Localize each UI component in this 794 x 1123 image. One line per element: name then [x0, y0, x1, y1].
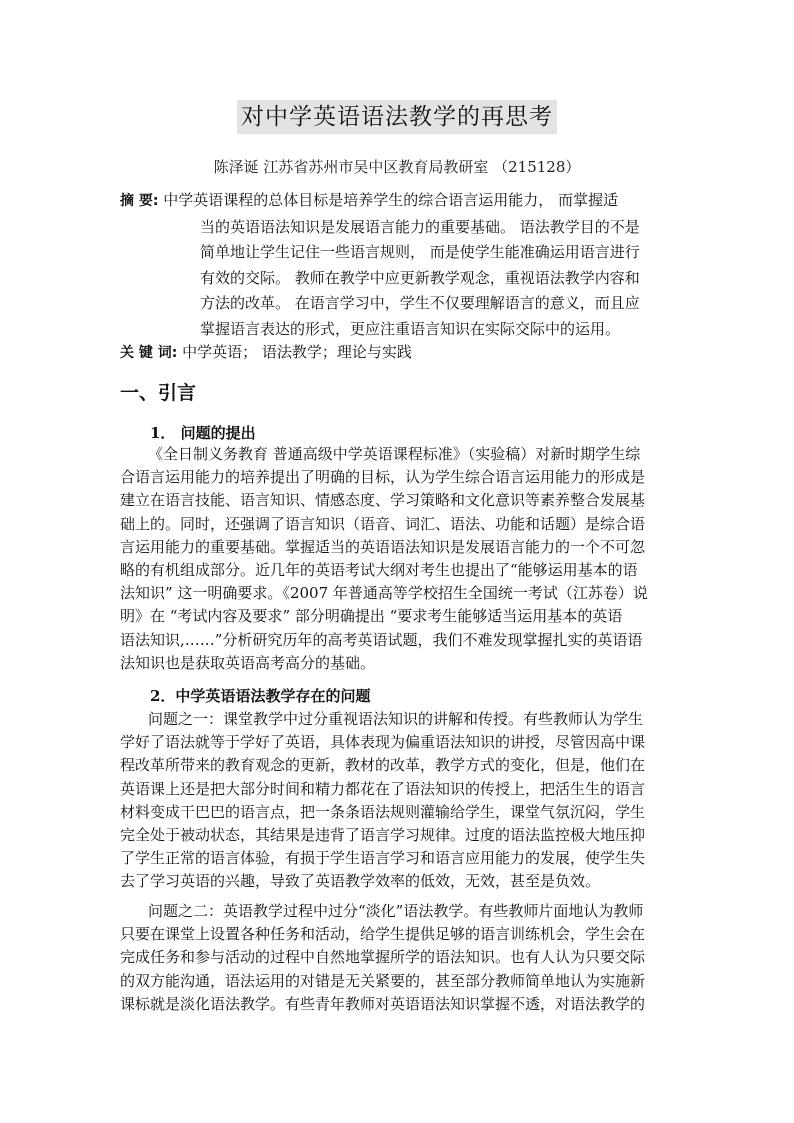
abstract-label: 摘 要:	[120, 193, 159, 209]
keywords-label: 关 键 词:	[120, 345, 178, 361]
paragraph-line: 建立在语言技能、语言知识、情感态度、学习策略和文化意识等素养整合发展基	[120, 491, 646, 510]
paragraph-line: 《全日制义务教育 普通高级中学英语课程标准》（实验稿）对新时期学生综	[148, 445, 641, 463]
paragraph-line: 略的有机组成部分。近几年的英语考试大纲对考生也提出了“能够运用基本的语	[120, 561, 638, 580]
paragraph-line: 完成任务和参与活动的过程中自然地掌握所学的语法知识。也有人认为只要交际	[120, 948, 646, 967]
paragraph-line: 程改革所带来的教育观念的更新，教材的改革，教学方式的变化，但是，他们在	[120, 756, 646, 775]
paragraph-line: 课标就是淡化语法教学。有些青年教师对英语语法知识掌握不透，对语法教学的	[120, 994, 646, 1013]
paragraph-line: 合语言运用能力的培养提出了明确的目标，认为学生综合语言运用能力的形成是	[120, 468, 646, 487]
title-container	[0, 100, 794, 134]
paragraph-line: 言运用能力的重要基础。掌握适当的英语语法知识是发展语言能力的一个不可忽	[120, 537, 646, 556]
author-line: 陈泽诞 江苏省苏州市吴中区教育局教研室 （215128）	[213, 158, 581, 176]
abstract-block	[120, 188, 675, 342]
paragraph-line: 只要在课堂上设置各种任务和活动，给学生提供足够的语言训练机会，学生会在	[120, 925, 646, 944]
abstract-line: 方法的改革。 在语言学习中，学生不仅要理解语言的意义，而且应	[200, 294, 640, 312]
abstract-line: 中学英语课程的总体目标是培养学生的综合语言运用能力， 而掌握适	[163, 191, 619, 209]
paragraph-line: 材料变成干巴巴的语言点，把一条条语法规则灌输给学生，课堂气氛沉闷，学生	[120, 802, 646, 821]
paragraph-line: 学好了语法就等于学好了英语，具体表现为偏重语法知识的讲授，尽管因高中课	[120, 733, 646, 752]
paragraph-line: 法知识也是获取英语高考高分的基础。	[120, 653, 376, 672]
paragraph-line: 语法知识,……”分析研究历年的高考英语试题，我们不难发现掌握扎实的英语语	[120, 630, 643, 649]
paragraph-line: 的双方能沟通，语法运用的对错是无关紧要的，甚至部分教师简单地认为实施新	[120, 971, 646, 990]
paragraph	[120, 443, 675, 675]
abstract-line: 有效的交际。 教师在教学中应更新教学观念，重视语法教学内容和	[200, 268, 640, 287]
keywords-value: 中学英语； 语法教学；理论与实践	[182, 343, 412, 361]
abstract-line: 简单地让学生记住一些语言规则， 而是使学生能准确运用语言进行	[200, 243, 640, 261]
keywords-line	[120, 340, 675, 365]
paragraph	[120, 900, 675, 1016]
paragraph-line: 了学生正常的语言体验，有损于学生语言学习和语言应用能力的发展，使学生失	[120, 849, 646, 868]
abstract-line: 掌握语言表达的形式，更应注重语言知识在实际交际中的运用。	[200, 319, 621, 338]
paragraph-line: 础上的。同时，还强调了语言知识（语音、词汇、语法、功能和话题）是综合语	[120, 514, 646, 533]
page-title: 对中学英语语法教学的再思考	[237, 100, 557, 134]
section-heading: 一、引言	[120, 382, 197, 404]
paragraph-line: 法知识” 这一明确要求。《2007 年普通高等学校招生全国统一考试（江苏卷）说	[120, 584, 648, 603]
paragraph-line: 英语课上还是把大部分时间和精力都花在了语法知识的传授上，把活生生的语言	[120, 779, 646, 798]
abstract-first-line	[120, 188, 675, 215]
paragraph-line: 明》在 “考试内容及要求” 部分明确提出 “要求考生能够适当运用基本的英语	[120, 607, 623, 626]
paragraph-line: 完全处于被动状态，其结果是违背了语言学习规律。过度的语法监控极大地压抑	[120, 826, 646, 845]
paragraph-line: 去了学习英语的兴趣，导致了英语教学效率的低效，无效，甚至是负效。	[120, 872, 601, 891]
subsection-heading: 2．中学英语语法教学存在的问题	[150, 687, 371, 705]
subsection-heading: 1． 问题的提出	[150, 424, 256, 442]
paragraph	[120, 708, 675, 894]
paragraph-line: 问题之一：课堂教学中过分重视语法知识的讲解和传授。有些教师认为学生	[148, 710, 644, 728]
paragraph-line: 问题之二：英语教学过程中过分“淡化”语法教学。有些教师片面地认为教师	[148, 902, 644, 920]
abstract-line: 当的英语语法知识是发展语言能力的重要基础。 语法教学目的不是	[200, 217, 640, 236]
